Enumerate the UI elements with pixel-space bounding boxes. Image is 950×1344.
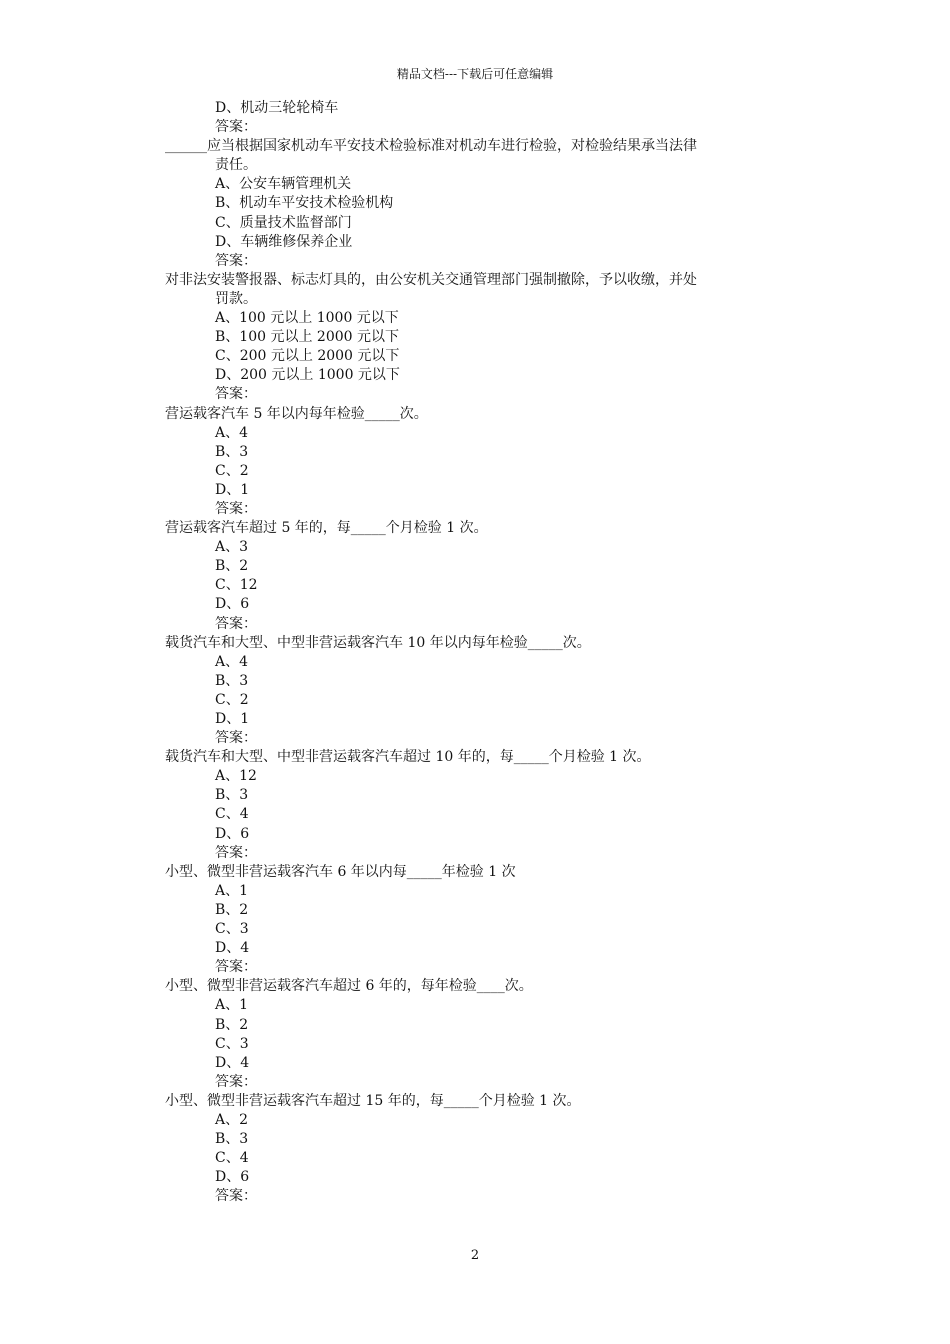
option-a: A、4 xyxy=(215,424,249,441)
lead-answer: 答案： xyxy=(215,119,257,136)
page-header: 精品文档---下载后可任意编辑 xyxy=(396,67,554,81)
option-b: B、2 xyxy=(215,901,249,918)
answer-label: 答案： xyxy=(215,730,257,747)
question-list xyxy=(165,99,805,1206)
question-stem-continued: 责任。 xyxy=(215,157,257,174)
lead-option: D、机动三轮轮椅车 xyxy=(215,100,339,116)
option-a: A、1 xyxy=(215,882,249,899)
option-a: A、4 xyxy=(215,653,249,670)
question-stem: 载货汽车和大型、中型非营运载客汽车超过 10 年的，每_____个月检验 1 次。 xyxy=(165,749,651,766)
option-c: C、2 xyxy=(215,691,249,708)
option-b: B、2 xyxy=(215,558,249,575)
option-c: C、3 xyxy=(215,921,249,938)
question-stem: 载货汽车和大型、中型非营运载客汽车 10 年以内每年检验_____次。 xyxy=(165,634,591,651)
option-d: D、4 xyxy=(215,940,250,957)
option-b: B、3 xyxy=(215,1131,249,1148)
option-d: D、车辆维修保养企业 xyxy=(215,233,353,250)
option-d: D、1 xyxy=(215,481,250,498)
option-c: C、200 元以上 2000 元以下 xyxy=(215,348,400,365)
option-c: C、2 xyxy=(215,462,249,479)
option-b: B、3 xyxy=(215,787,249,804)
option-a: A、2 xyxy=(215,1111,249,1128)
answer-label: 答案： xyxy=(215,500,257,517)
answer-label: 答案： xyxy=(215,959,257,976)
option-a: A、12 xyxy=(215,768,257,785)
option-d: D、6 xyxy=(215,1169,250,1186)
option-c: C、质量技术监督部门 xyxy=(215,214,352,231)
option-b: B、3 xyxy=(215,672,249,689)
question-stem: 营运载客汽车超过 5 年的，每_____个月检验 1 次。 xyxy=(165,520,488,537)
option-b: B、2 xyxy=(215,1016,249,1033)
question-stem: 小型、微型非营运载客汽车超过 6 年的，每年检验____次。 xyxy=(165,978,533,995)
option-c: C、12 xyxy=(215,577,258,594)
question-stem: 小型、微型非营运载客汽车超过 15 年的，每_____个月检验 1 次。 xyxy=(165,1092,581,1109)
question-stem-continued: 罚款。 xyxy=(215,290,257,307)
option-d: D、200 元以上 1000 元以下 xyxy=(215,367,400,384)
answer-label: 答案： xyxy=(215,1188,257,1205)
question-stem: 小型、微型非营运载客汽车 6 年以内每_____年检验 1 次 xyxy=(165,863,516,880)
page-number: 2 xyxy=(470,1248,480,1263)
option-a: A、100 元以上 1000 元以下 xyxy=(215,310,399,327)
answer-label: 答案： xyxy=(215,252,257,269)
answer-label: 答案： xyxy=(215,386,257,403)
answer-label: 答案： xyxy=(215,1073,257,1090)
option-b: B、机动车平安技术检验机构 xyxy=(215,195,394,212)
option-d: D、4 xyxy=(215,1054,250,1071)
option-d: D、1 xyxy=(215,711,250,727)
option-a: A、公安车辆管理机关 xyxy=(215,176,352,193)
option-a: A、1 xyxy=(215,997,249,1014)
answer-label: 答案： xyxy=(215,615,257,632)
option-b: B、3 xyxy=(215,443,249,460)
option-c: C、3 xyxy=(215,1035,249,1052)
option-d: D、6 xyxy=(215,596,250,613)
option-d: D、6 xyxy=(215,825,250,842)
answer-label: 答案： xyxy=(215,844,257,861)
question-stem: 对非法安装警报器、标志灯具的，由公安机关交通管理部门强制撤除，予以收缴，并处 xyxy=(165,271,697,288)
option-a: A、3 xyxy=(215,539,249,556)
question-stem: ______应当根据国家机动车平安技术检验标准对机动车进行检验，对检验结果承当法律 xyxy=(165,138,697,155)
option-c: C、4 xyxy=(215,806,249,823)
option-b: B、100 元以上 2000 元以下 xyxy=(215,329,399,346)
option-c: C、4 xyxy=(215,1150,249,1167)
question-stem: 营运载客汽车 5 年以内每年检验_____次。 xyxy=(165,405,428,422)
